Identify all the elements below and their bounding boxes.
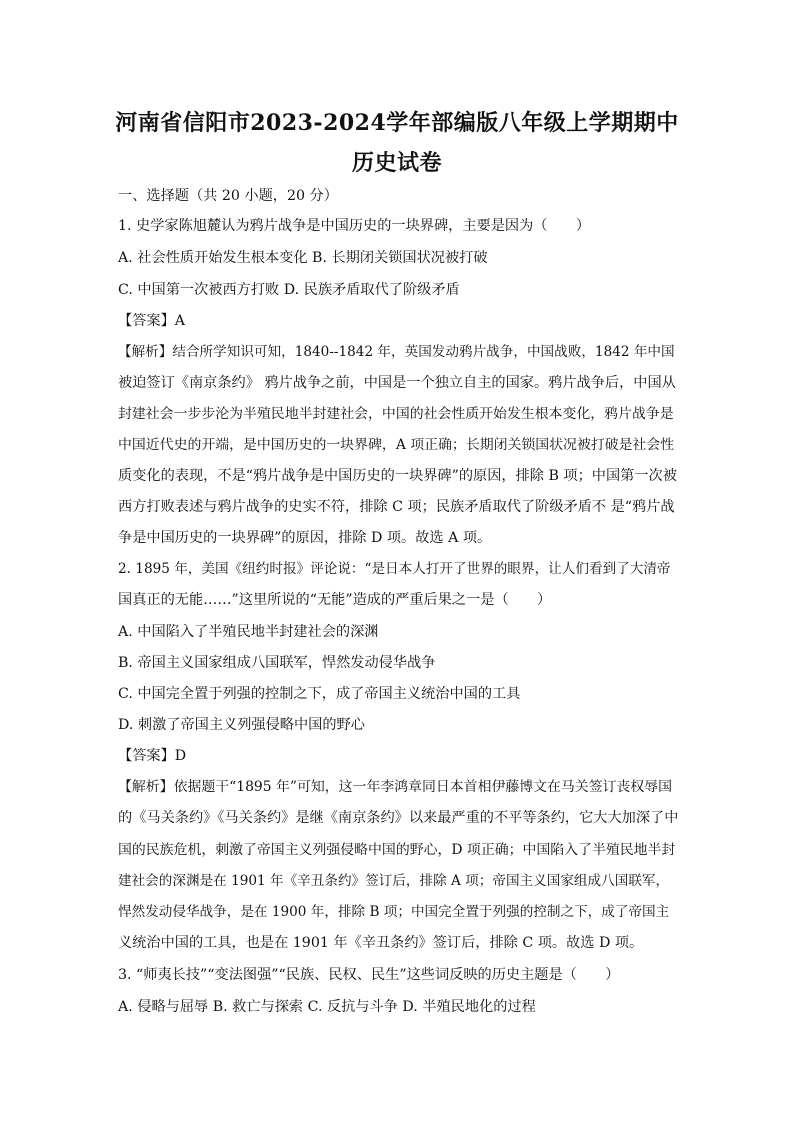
- question-2-option-c: C. 中国完全置于列强的控制之下，成了帝国主义统治中国的工具: [118, 686, 521, 702]
- question-2-stem: 国真正的无能……”这里所说的“无能”造成的严重后果之一是（ ）: [118, 592, 552, 608]
- document-subtitle: 历史试卷: [351, 150, 442, 176]
- question-1-analysis-line: 封建社会一步步沦为半殖民地半封建社会，中国的社会性质开始发生根本变化，鸦片战争是: [118, 406, 674, 422]
- question-2-option-a: A. 中国陷入了半殖民地半封建社会的深渊: [118, 624, 379, 640]
- question-2-answer: 【答案】D: [118, 748, 187, 764]
- question-2-option-d: D. 刺激了帝国主义列强侵略中国的野心: [118, 717, 365, 733]
- question-1-answer: 【答案】A: [118, 313, 185, 329]
- question-2-analysis-line: 义统治中国的工具，也是在 1901 年《辛丑条约》签订后，排除 C 项。故选 D 项。: [118, 935, 644, 951]
- question-1-analysis-line: 【解析】结合所学知识可知，1840--1842 年，英国发动鸦片战争，中国战败，1842 年中国: [118, 344, 675, 360]
- question-1-analysis-line: 质变化的表现，不是“鸦片战争是中国历史的一块界碑”的原因，排除 B 项；中国第一次被: [118, 468, 677, 484]
- question-1-analysis-line: 中国近代史的开端，是中国历史的一块界碑，A 项正确；长期闭关锁国状况被打破是社会性: [118, 437, 675, 453]
- question-1-analysis-line: 西方打败表述与鸦片战争的史实不符，排除 C 项；民族矛盾取代了阶级矛盾不 是“鸦片战: [118, 499, 675, 515]
- question-3-stem: 3. “师夷长技”“变法图强”“民族、民权、民生”这些词反映的历史主题是（ ）: [118, 967, 620, 983]
- question-3-options: A. 侵略与屈辱 B. 救亡与探索 C. 反抗与斗争 D. 半殖民地化的过程: [118, 999, 536, 1015]
- question-1-stem: 1. 史学家陈旭麓认为鸦片战争是中国历史的一块界碑，主要是因为（ ）: [118, 218, 591, 234]
- section-heading: 一、选择题（共 20 小题，20 分）: [118, 188, 338, 204]
- question-2-analysis-line: 【解析】依据题干“1895 年”可知，这一年李鸿章同日本首相伊藤博文在马关签订丧权辱国: [118, 779, 673, 795]
- question-2-analysis-line: 国的民族危机，刺激了帝国主义列强侵略中国的野心，D 项正确；中国陷入了半殖民地半封: [118, 842, 676, 858]
- question-1-options-ab: A. 社会性质开始发生根本变化 B. 长期闭关锁国状况被打破: [118, 250, 488, 266]
- question-2-option-b: B. 帝国主义国家组成八国联军，悍然发动侵华战争: [118, 655, 436, 671]
- question-1-analysis-line: 被迫签订《南京条约》 鸦片战争之前，中国是一个独立自主的国家。鸦片战争后，中国从: [118, 375, 676, 391]
- question-2-analysis-line: 悍然发动侵华战争，是在 1900 年，排除 B 项；中国完全置于列强的控制之下，成了帝国主: [118, 904, 670, 920]
- question-2-analysis-line: 建社会的深渊是在 1901 年《辛丑条约》签订后，排除 A 项；帝国主义国家组成八国联军，: [118, 873, 670, 889]
- question-2-stem: 2. 1895 年，美国《纽约时报》评论说：“是日本人打开了世界的眼界，让人们看到了大清帝: [118, 561, 671, 577]
- document-title: 河南省信阳市2023-2024学年部编版八年级上学期期中: [115, 110, 679, 136]
- question-1-options-cd: C. 中国第一次被西方打败 D. 民族矛盾取代了阶级矛盾: [118, 282, 460, 298]
- question-2-analysis-line: 的《马关条约》《马关条约》是继《南京条约》以来最严重的不平等条约，它大大加深了中: [118, 810, 679, 826]
- question-1-analysis-line: 争是中国历史的一块界碑”的原因，排除 D 项。故选 A 项。: [118, 530, 492, 546]
